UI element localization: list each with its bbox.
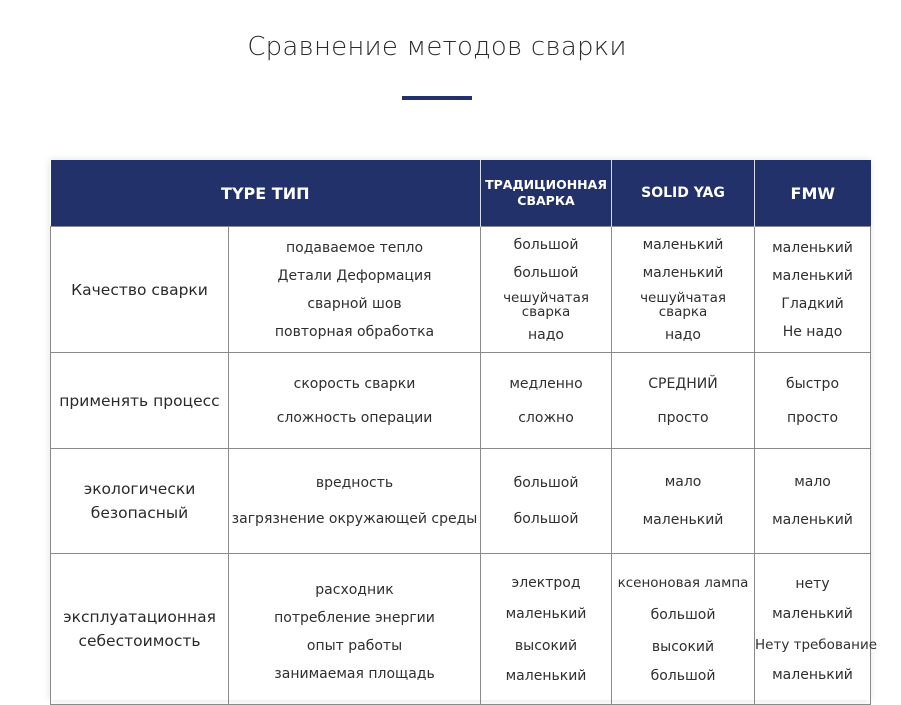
page-title: Сравнение методов сварки — [247, 32, 627, 62]
fmw-cell — [755, 353, 871, 449]
criteria-item: подаваемое тепло — [285, 239, 424, 256]
criteria-item: опыт работы — [306, 638, 403, 654]
criteria-item: скорость сварки — [293, 375, 416, 392]
header-solid-yag: SOLID YAG — [612, 160, 755, 227]
value-item: маленький — [505, 606, 587, 622]
value-item: маленький — [642, 236, 724, 253]
value-item: чешуйчатая сварка — [640, 289, 726, 320]
value-item: маленький — [642, 264, 724, 281]
value-item: нету — [795, 576, 830, 592]
traditional-cell — [481, 554, 612, 705]
traditional-cell — [481, 353, 612, 449]
value-item: надо — [528, 326, 564, 343]
traditional-cell — [481, 449, 612, 554]
row-label: применять процесс — [51, 353, 229, 449]
value-item: мало — [664, 474, 702, 490]
table-row — [51, 353, 871, 449]
header-fmw: FMW — [755, 160, 871, 227]
value-item: большой — [513, 475, 579, 491]
fmw-cell — [755, 554, 878, 705]
value-item: СРЕДНИЙ — [648, 375, 718, 392]
row-label: эксплуатационная себестоимость — [51, 554, 229, 705]
criteria-item: вредность — [315, 475, 394, 491]
solid-yag-cell — [612, 554, 755, 705]
criteria-item: загрязнение окружающей среды — [231, 511, 478, 527]
value-item: быстро — [786, 375, 840, 392]
value-item: маленький — [505, 668, 587, 684]
value-item: большой — [650, 607, 716, 623]
value-item: высокий — [651, 639, 715, 655]
criteria-item: Детали Деформация — [277, 267, 432, 284]
value-item: чешуйчатая сварка — [503, 289, 589, 320]
value-item: просто — [657, 409, 709, 426]
value-item: электрод — [511, 575, 581, 591]
criteria-cell — [229, 353, 481, 449]
value-item: большой — [513, 264, 579, 281]
header-traditional: ТРАДИЦИОННАЯ СВАРКА — [481, 160, 612, 227]
value-item: маленький — [772, 667, 853, 683]
criteria-item: занимаемая площадь — [274, 666, 435, 682]
title-underline — [402, 96, 472, 100]
table-row — [51, 227, 871, 353]
value-item: маленький — [772, 512, 853, 528]
value-item: медленно — [509, 375, 583, 392]
value-item: маленький — [772, 239, 853, 256]
row-label: экологически безопасный — [51, 449, 229, 554]
value-item: сложно — [518, 409, 574, 426]
value-item: просто — [787, 409, 839, 426]
value-item: надо — [665, 326, 701, 343]
table-row — [51, 554, 871, 705]
solid-yag-cell — [612, 227, 755, 353]
value-item: большой — [513, 236, 579, 253]
criteria-cell — [229, 449, 481, 554]
fmw-cell — [755, 449, 871, 554]
criteria-cell — [229, 227, 481, 353]
criteria-item: сварной шов — [307, 295, 402, 312]
value-item: высокий — [514, 638, 578, 654]
value-item: большой — [650, 668, 716, 684]
criteria-cell — [229, 554, 481, 705]
criteria-item: потребление энергии — [274, 610, 435, 626]
value-item: маленький — [772, 267, 853, 284]
table-header-row — [51, 160, 871, 227]
value-item: большой — [513, 511, 579, 527]
criteria-item: повторная обработка — [274, 323, 435, 340]
value-item: Нету требование — [755, 637, 878, 653]
header-type: TYPE ТИП — [51, 160, 481, 227]
value-item: маленький — [772, 606, 853, 622]
row-label: Качество сварки — [51, 227, 229, 353]
solid-yag-cell — [612, 449, 755, 554]
comparison-table-container — [50, 160, 878, 700]
fmw-cell — [755, 227, 871, 353]
solid-yag-cell — [612, 353, 755, 449]
table-row — [51, 449, 871, 554]
value-item: Гладкий — [781, 295, 844, 312]
criteria-item: расходник — [315, 582, 394, 598]
comparison-table — [50, 160, 878, 705]
value-item: мало — [794, 474, 831, 490]
value-item: ксеноновая лампа — [617, 575, 749, 591]
criteria-item: сложность операции — [276, 409, 433, 426]
value-item: Не надо — [782, 323, 843, 340]
value-item: маленький — [642, 512, 724, 528]
traditional-cell — [481, 227, 612, 353]
